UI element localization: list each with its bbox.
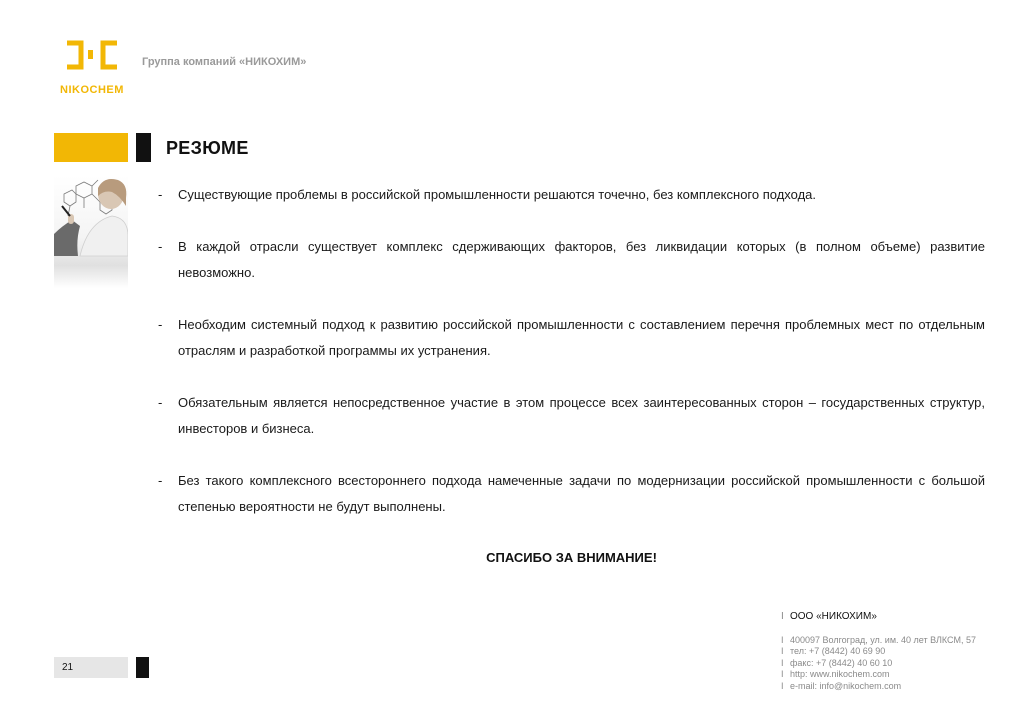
slide-title: РЕЗЮМЕ [166,138,249,158]
website: http: www.nikochem.com [790,669,890,679]
separator: I [781,646,784,656]
separator: I [781,611,784,622]
thanks-text: СПАСИБО ЗА ВНИМАНИЕ! [486,550,657,565]
fax: факс: +7 (8442) 40 60 10 [790,657,893,668]
company-contacts [781,611,976,692]
list-item-text: В каждой отрасли существует комплекс сдерживающих факторов, без ликвидации которых (в полном объеме) развитие невозможно. [178,239,985,280]
page-number: 21 [54,657,128,678]
separator: I [781,657,784,668]
bullet-dash: - [158,473,163,488]
list-item-text: Обязательным является непосредственное участие в этом процессе всех заинтересованных сторон – государственных структур, инвесторов и бизнеса. [178,395,985,436]
scientist-molecule-photo [54,176,128,288]
fax-row [781,658,976,670]
bullet-dash: - [158,239,163,254]
phone-row [781,646,976,658]
email: e-mail: info@nikochem.com [790,680,902,691]
title-marker [136,133,151,162]
bullet-dash: - [158,187,163,202]
list-item [158,468,985,520]
list-item [158,182,985,208]
nikochem-logo [54,40,130,98]
phone: тел: +7 (8442) 40 69 90 [790,646,886,656]
list-item [158,234,985,286]
group-name: Группа компаний «НИКОХИМ» [142,56,307,68]
separator: I [781,680,784,691]
email-row [781,681,976,693]
bullet-dash: - [158,317,163,332]
separator: I [781,669,784,679]
list-item [158,312,985,364]
company-name-row [781,611,976,623]
address-row [781,635,976,647]
bullet-dash: - [158,395,163,410]
list-item-text: Существующие проблемы в российской промышленности решаются точечно, без комплексного подхода. [178,187,817,202]
list-item-text: Необходим системный подход к развитию российской промышленности с составлением перечня проблемных мест по отдельным отраслям и разработкой программы их устранения. [178,317,985,358]
summary-list [158,182,985,546]
logo-text: NIKOCHEM [60,84,124,96]
nikochem-logo-icon [63,40,121,74]
title-accent-bar [54,133,128,162]
page-marker [136,657,149,678]
address: 400097 Волгоград, ул. им. 40 лет ВЛКСМ, 57 [790,634,976,645]
list-item [158,390,985,442]
separator: I [781,634,784,645]
list-item-text: Без такого комплексного всестороннего подхода намеченные задачи по модернизации российской промышленности с большой степенью вероятности не будут выполнены. [178,473,985,514]
web-row [781,669,976,681]
scientist-photo [54,176,128,288]
company-name: ООО «НИКОХИМ» [790,611,877,622]
